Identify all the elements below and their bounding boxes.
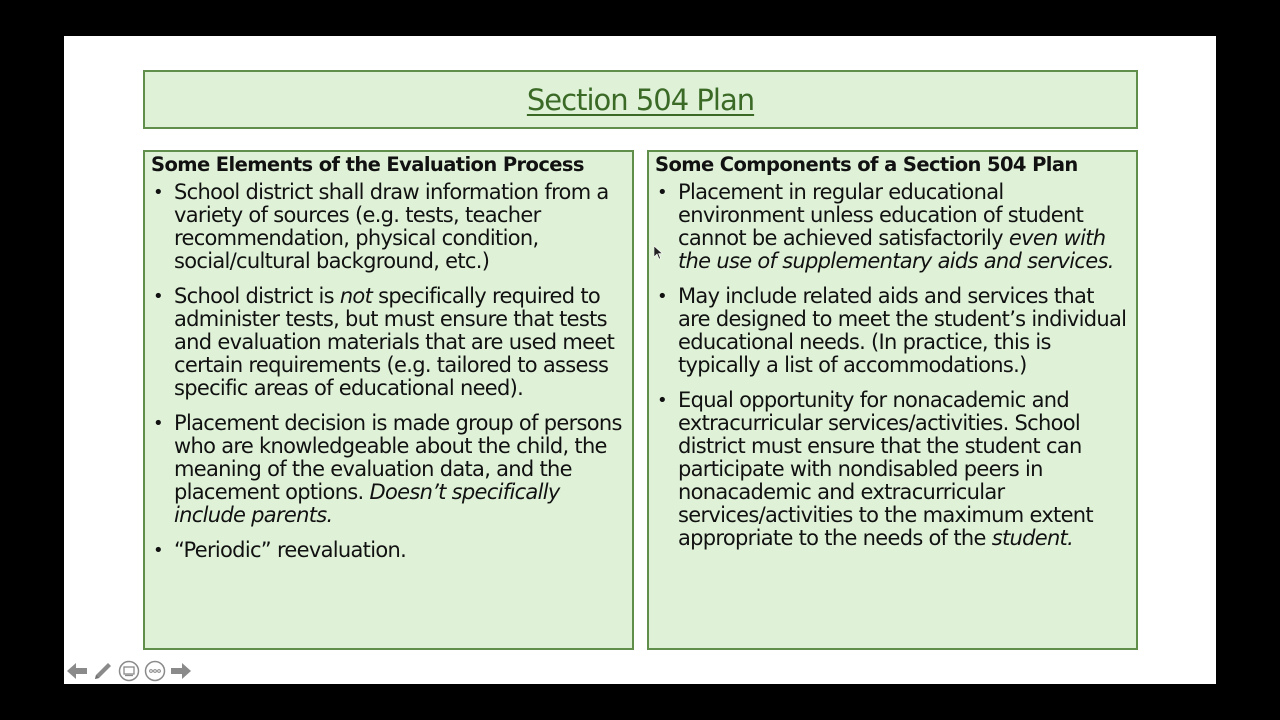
bullet-item	[655, 389, 1130, 550]
panel-heading: Some Elements of the Evaluation Process	[151, 153, 584, 176]
bullet-text: not	[339, 284, 373, 308]
previous-slide-button[interactable]	[66, 660, 88, 682]
pen-icon	[92, 660, 114, 682]
bullet-text: May include related aids and services that are designed to meet the student’s individual educational needs. (In practice, this is typically a list of accommodations.)	[678, 284, 1127, 377]
bullet-dot-icon: •	[657, 286, 667, 307]
slides-view-icon	[118, 660, 140, 682]
presentation-slide	[64, 36, 1216, 684]
bullet-text: even with the use of supplementary aids and services.	[678, 226, 1114, 273]
more-options-icon	[144, 660, 166, 682]
evaluation-process-panel	[143, 150, 634, 650]
plan-components-panel	[647, 150, 1138, 650]
bullet-text: Placement decision is made group of persons who are knowledgeable about the child, the meaning of the evaluation data, and the placement options.	[174, 411, 622, 504]
bullet-dot-icon: •	[657, 182, 667, 203]
bullet-item	[151, 539, 626, 562]
bullet-dot-icon: •	[657, 390, 667, 411]
bullet-list	[655, 181, 1130, 550]
bullet-text: Equal opportunity for nonacademic and extracurricular services/activities. School district must ensure that the student can participate with nondisabled peers in nonacademic and extracurricular services/activities to the maximum extent appropriate to the needs of the	[678, 388, 1093, 550]
bullet-text: “Periodic” reevaluation.	[174, 538, 407, 562]
bullet-item	[151, 412, 626, 527]
bullet-item	[655, 181, 1130, 273]
bullet-item	[151, 285, 626, 400]
panel-heading: Some Components of a Section 504 Plan	[655, 153, 1078, 176]
bullet-dot-icon: •	[153, 286, 163, 307]
bullet-item	[151, 181, 626, 273]
bullet-text: specifically required to administer tests, but must ensure that tests and evaluation materials that are used meet certain requirements (e.g. tailored to assess specific areas of educational need).	[174, 284, 615, 400]
mouse-pointer-icon	[654, 246, 663, 260]
bullet-text: Placement in regular educational environment unless education of student cannot be achieved satisfactorily	[678, 180, 1084, 250]
next-slide-button[interactable]	[170, 660, 192, 682]
bullet-text: School district shall draw information from a variety of sources (e.g. tests, teacher recommendation, physical condition, social/cultural background, etc.)	[174, 180, 609, 273]
bullet-list	[151, 181, 626, 562]
bullet-dot-icon: •	[153, 540, 163, 561]
bullet-dot-icon: •	[153, 182, 163, 203]
slide-title: Section 504 Plan	[526, 82, 755, 117]
bullet-text: Doesn’t specifically include parents.	[174, 480, 560, 527]
bullet-dot-icon: •	[153, 413, 163, 434]
more-options-button[interactable]	[144, 660, 166, 682]
arrow-left-icon	[66, 662, 88, 680]
bullet-item	[655, 285, 1130, 377]
title-box	[143, 70, 1138, 129]
see-all-slides-button[interactable]	[118, 660, 140, 682]
pen-tool-button[interactable]	[92, 660, 114, 682]
presenter-controls	[66, 659, 192, 683]
bullet-text: student.	[991, 526, 1074, 550]
arrow-right-icon	[170, 662, 192, 680]
bullet-text: School district is	[174, 284, 340, 308]
